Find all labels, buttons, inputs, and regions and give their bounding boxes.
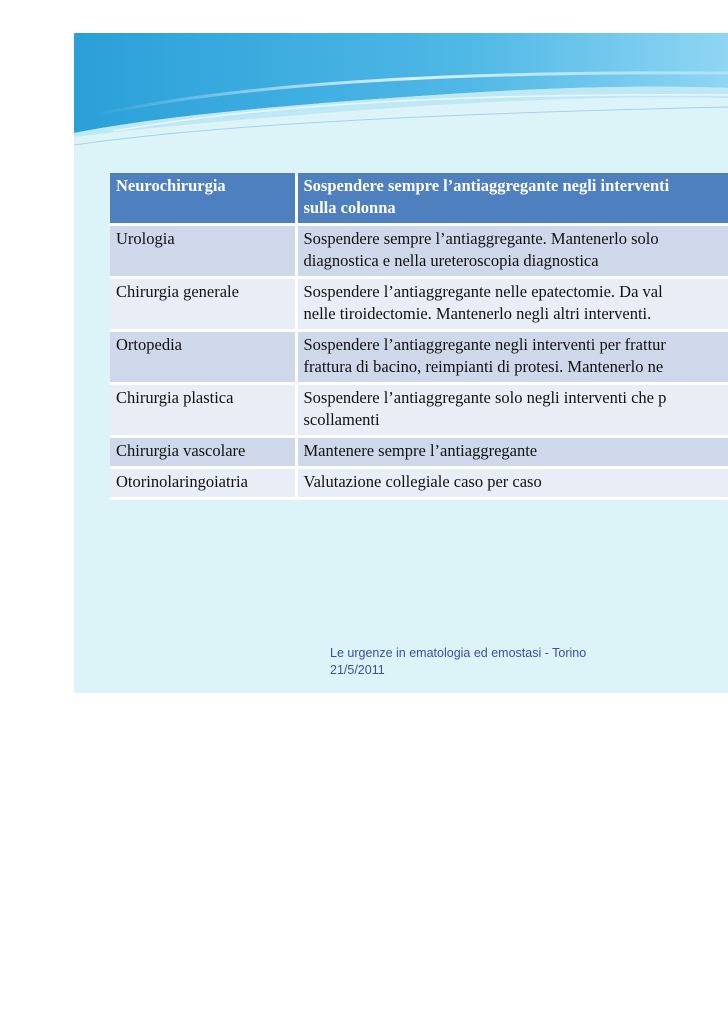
- recommendation-line: Mantenere sempre l’antiaggregante: [303, 441, 538, 460]
- specialty-cell: Ortopedia: [110, 331, 296, 384]
- recommendation-line: Sospendere l’antiaggregante nelle epatectomie. Da val: [303, 282, 663, 301]
- recommendation-line: nelle tiroidectomie. Mantenerlo negli altri interventi.: [303, 304, 652, 323]
- recommendation-cell: [296, 278, 728, 331]
- table-row: [110, 278, 728, 331]
- recommendation-line: Sospendere l’antiaggregante solo negli interventi che p: [303, 388, 667, 407]
- recommendation-line: Sospendere l’antiaggregante negli interventi per frattur: [303, 335, 666, 354]
- recommendation-cell: [296, 437, 728, 468]
- table-row: [110, 384, 728, 437]
- recommendation-line: scollamenti: [303, 410, 380, 429]
- specialty-cell: Otorinolaringoiatria: [110, 468, 296, 499]
- recommendation-cell: [296, 331, 728, 384]
- specialty-cell: Urologia: [110, 225, 296, 278]
- recommendation-line: diagnostica e nella ureteroscopia diagnostica: [303, 251, 599, 270]
- table-row: [110, 437, 728, 468]
- table-row: [110, 468, 728, 499]
- wave-banner: [74, 33, 728, 183]
- slide: [74, 33, 728, 693]
- antiplatelet-table: [110, 173, 728, 500]
- recommendation-line: sulla colonna: [303, 198, 396, 217]
- table-row: [110, 331, 728, 384]
- specialty-cell: Chirurgia generale: [110, 278, 296, 331]
- recommendation-line: Sospendere sempre l’antiaggregante negli interventi: [303, 176, 670, 195]
- footer-date: 21/5/2011: [330, 663, 385, 677]
- specialty-cell: Chirurgia vascolare: [110, 437, 296, 468]
- recommendation-cell: [296, 468, 728, 499]
- recommendation-line: frattura di bacino, reimpianti di protesi. Mantenerlo ne: [303, 357, 664, 376]
- table-row: [110, 173, 728, 225]
- table-row: [110, 225, 728, 278]
- footer-title: Le urgenze in ematologia ed emostasi - Torino: [330, 646, 587, 660]
- recommendation-cell: [296, 173, 728, 225]
- recommendation-line: Sospendere sempre l’antiaggregante. Mantenerlo solo: [303, 229, 659, 248]
- specialty-cell: Chirurgia plastica: [110, 384, 296, 437]
- recommendation-line: Valutazione collegiale caso per caso: [303, 472, 542, 491]
- slide-footer: [330, 645, 586, 679]
- recommendation-cell: [296, 384, 728, 437]
- recommendation-cell: [296, 225, 728, 278]
- specialty-cell: Neurochirurgia: [110, 173, 296, 225]
